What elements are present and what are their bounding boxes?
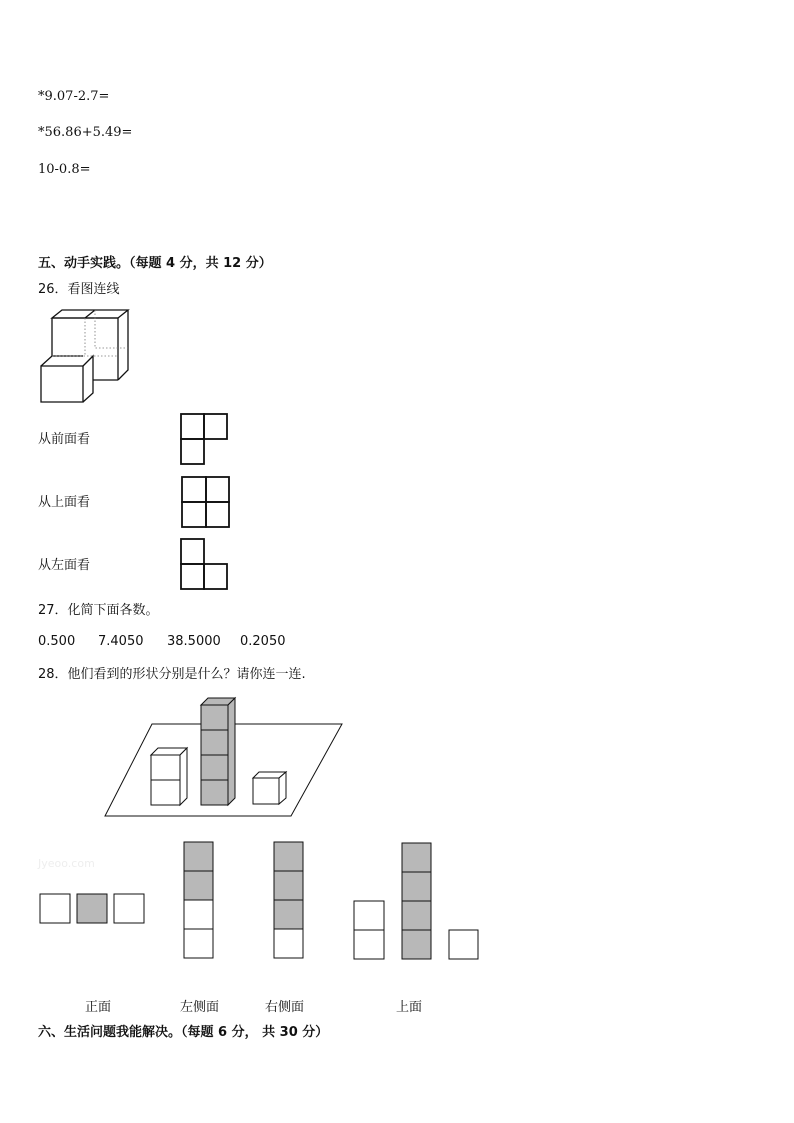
q27-number-4: 0.2050 — [240, 634, 286, 649]
calc-item-1: *9.07-2.7= — [38, 89, 110, 104]
q26-view-label-left: 从左面看 — [38, 558, 91, 573]
q27-number-2: 7.4050 — [98, 634, 144, 649]
q26-view-shape-1 — [180, 413, 230, 467]
q27-number-3: 38.5000 — [167, 634, 221, 649]
q26-title: 26．看图连线 — [38, 282, 120, 297]
q28-scene — [100, 694, 350, 824]
q28-label-top: 上面 — [396, 1000, 423, 1015]
q28-title: 28．他们看到的形状分别是什么？请你连一连. — [38, 667, 306, 682]
q28-label-left-side: 左侧面 — [180, 1000, 220, 1015]
q28-view-row-of-three — [38, 892, 148, 927]
calc-item-2: *56.86+5.49= — [38, 125, 133, 140]
q28-label-front: 正面 — [85, 1000, 112, 1015]
q28-view-combined — [352, 840, 482, 962]
q26-view-shape-2 — [180, 476, 232, 530]
q27-number-row — [38, 634, 286, 650]
q26-view-shape-3 — [180, 538, 230, 592]
q28-label-right-side: 右侧面 — [265, 1000, 305, 1015]
q27-number-1: 0.500 — [38, 634, 76, 649]
section5-heading: 五、动手实践。（每题 4 分，共 12 分） — [38, 256, 272, 271]
q28-view-stack-b — [272, 840, 306, 960]
q27-title: 27．化简下面各数。 — [38, 603, 159, 618]
q26-view-label-top: 从上面看 — [38, 495, 91, 510]
q26-view-label-front: 从前面看 — [38, 432, 91, 447]
watermark: Jyeoo.com — [38, 857, 95, 870]
q28-view-stack-a — [182, 840, 216, 960]
calc-item-3: 10-0.8= — [38, 162, 91, 177]
section6-heading: 六、生活问题我能解决。（每题 6 分， 共 30 分） — [38, 1025, 329, 1040]
q26-cube-figure — [38, 308, 133, 406]
